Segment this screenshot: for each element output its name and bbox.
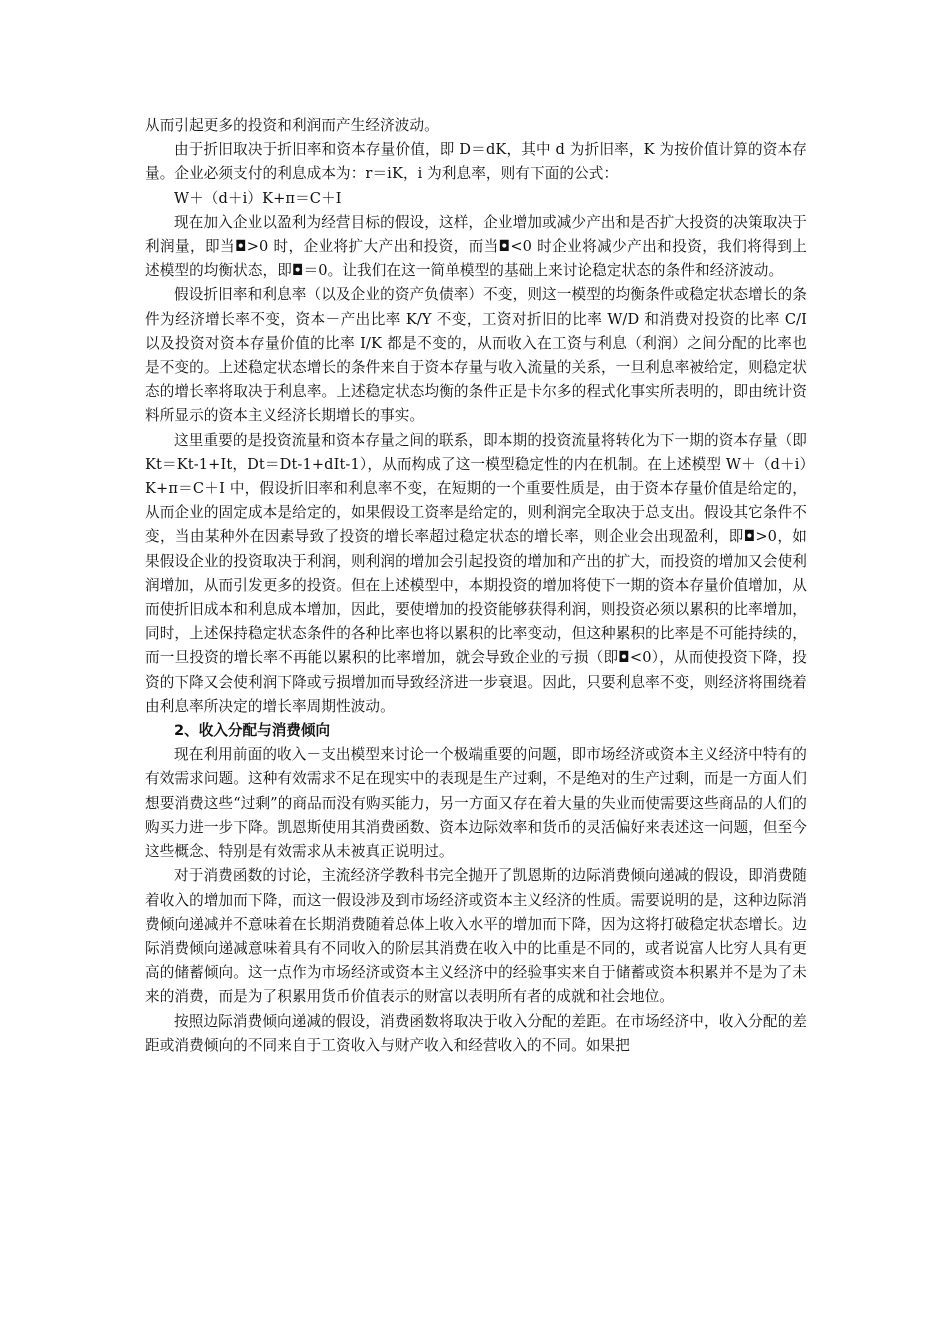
- paragraph-investment-capital: 这里重要的是投资流量和资本存量之间的联系，即本期的投资流量将转化为下一期的资本存量（即 Kt＝Kt-1+It，Dt＝Dt-1+dIt-1），从而构成了这一模型稳定性的内在机制。在上述模型 W＋（d＋i）K+π＝C＋I 中，假设折旧率和利息率不变，在短期的一个重要性质是，由于资本存量价值是给定的，从而企业的固定成本是给定的，如果假设工资率是给定的，则利润完全取决于总支出。假设其它条件不变，当由某种外在因素导致了投资的增长率超过稳定状态的增长率，则企业会出现盈利，即◘>0，如果假设企业的投资取决于利润，则利润的增加会引起投资的增加和产出的扩大，而投资的增加又会使利润增加，从而引发更多的投资。但在上述模型中，本期投资的增加将使下一期的资本存量价值增加，从而使折旧成本和利息成本增加，因此，要使增加的投资能够获得利润，则投资必须以累积的比率增加，同时，上述保持稳定状态条件的各种比率也将以累积的比率变动，但这种累积的比率是不可能持续的，而一旦投资的增长率不再能以累积的比率增加，就会导致企业的亏损（即◘<0），从而使投资下降，投资的下降又会使利润下降或亏损增加而导致经济进一步衰退。因此，只要利息率不变，则经济将围绕着由利息率所决定的增长率周期性波动。: [145, 431, 807, 715]
- paragraph-steady-state: 假设折旧率和利息率（以及企业的资产负债率）不变，则这一模型的均衡条件或稳定状态增长的条件为经济增长率不变，资本－产出比率 K/Y 不变，工资对折旧的比率 W/D 和消费对投资的比率 C/I 以及投资对资本存量价值的比率 I/K 都是不变的，从而收入在工资与利息（利润）之间分配的比率也是不变的。上述稳定状态增长的条件来自于资本存量与收入流量的关系，一旦利息率被给定，则稳定状态的增长率将取决于利息率。上述稳定状态均衡的条件正是卡尔多的程式化事实所表明的，即由统计资料所显示的资本主义经济长期增长的事实。: [145, 286, 807, 425]
- paragraph-continuation: 从而引起更多的投资和利润而产生经济波动。: [145, 117, 439, 134]
- document-page: [145, 114, 807, 1058]
- paragraph-income-distribution: 按照边际消费倾向递减的假设，消费函数将取决于收入分配的差距。在市场经济中，收入分配的差距或消费倾向的不同来自于工资收入与财产收入和经营收入的不同。如果把: [145, 1012, 807, 1054]
- paragraph-profit-assumption: 现在加入企业以盈利为经营目标的假设，这样，企业增加或减少产出和是否扩大投资的决策取决于利润量，即当◘>0 时，企业将扩大产出和投资，而当◘<0 时企业将减少产出和投资，我们将得到上述模型的均衡状态，即◘＝0。让我们在这一简单模型的基础上来讨论稳定状态的条件和经济波动。: [145, 213, 807, 280]
- paragraph-effective-demand: 现在利用前面的收入－支出模型来讨论一个极端重要的问题，即市场经济或资本主义经济中特有的有效需求问题。这种有效需求不足在现实中的表现是生产过剩，不是绝对的生产过剩，而是一方面人们想要消费这些“过剩”的商品而没有购买能力，另一方面又存在着大量的失业而使需要这些商品的人们的购买力进一步下降。凯恩斯使用其消费函数、资本边际效率和货币的灵活偏好来表述这一问题，但至今这些概念、特别是有效需求从未被真正说明过。: [145, 746, 807, 861]
- paragraph-consumption-function: 对于消费函数的讨论，主流经济学教科书完全抛开了凯恩斯的边际消费倾向递减的假设，即消费随着收入的增加而下降，而这一假设涉及到市场经济或资本主义经济的性质。需要说明的是，这种边际消费倾向递减并不意味着在长期消费随着总体上收入水平的增加而下降，因为这将打破稳定状态增长。边际消费倾向递减意味着具有不同收入的阶层其消费在收入中的比重是不同的，或者说富人比穷人具有更高的储蓄倾向。这一点作为市场经济或资本主义经济中的经验事实来自于储蓄或资本积累并不是为了未来的消费，而是为了积累用货币价值表示的财富以表明所有者的成就和社会地位。: [145, 867, 807, 1006]
- section-heading: 2、收入分配与消费倾向: [174, 722, 331, 740]
- formula-line: W＋（d＋i）K+π＝C＋I: [174, 189, 342, 207]
- paragraph-depreciation: 由于折旧取决于折旧率和资本存量价值，即 D＝dK，其中 d 为折旧率，K 为按价值计算的资本存量。企业必须支付的利息成本为：r＝iK，i 为利息率，则有下面的公式：: [145, 141, 807, 183]
